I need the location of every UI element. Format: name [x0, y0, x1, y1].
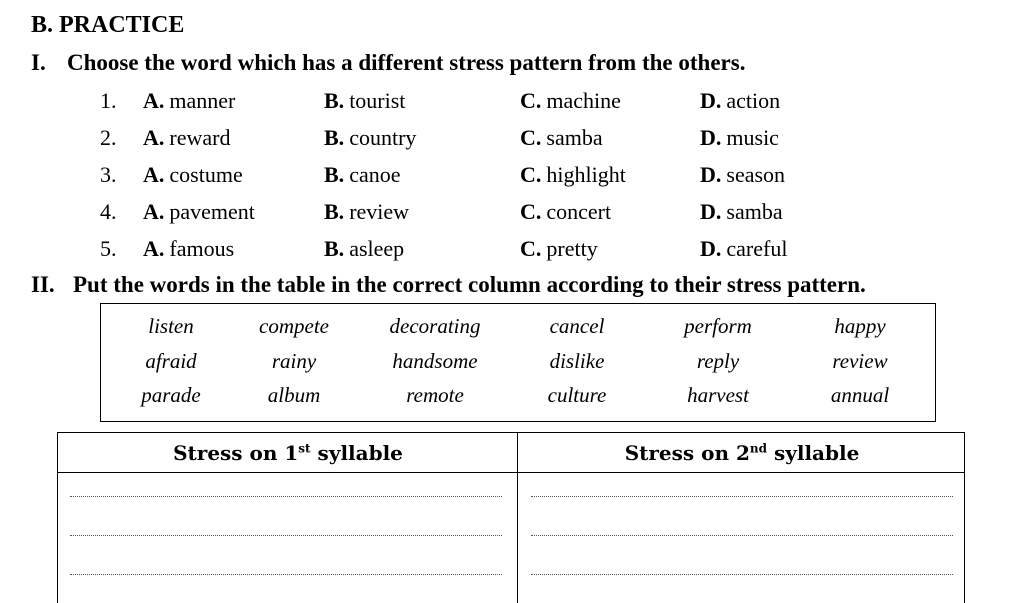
option-word: music [726, 125, 779, 150]
option-letter: C. [520, 88, 542, 113]
option-word: pavement [169, 199, 255, 224]
word-box-item: dislike [549, 349, 605, 373]
word-box-item: reply [696, 349, 740, 373]
option-b[interactable] [324, 125, 416, 151]
word-box-item: listen [148, 314, 194, 338]
option-word: concert [546, 199, 612, 224]
option-a[interactable] [143, 88, 235, 114]
word-box-item: handsome [392, 349, 478, 373]
option-b[interactable] [324, 199, 409, 225]
word-box-item: rainy [271, 349, 317, 373]
option-c[interactable] [520, 125, 603, 151]
option-c[interactable] [520, 88, 621, 114]
question-number: 4. [100, 199, 117, 224]
option-a[interactable] [143, 125, 230, 151]
word-box-item: compete [259, 314, 329, 338]
option-a[interactable] [143, 236, 234, 262]
word-box-item: review [832, 349, 888, 373]
option-word: canoe [349, 162, 401, 187]
option-letter: A. [143, 88, 165, 113]
question-number: 5. [100, 236, 117, 261]
answer-line-col1[interactable] [70, 496, 502, 497]
word-box-item: perform [684, 314, 752, 338]
option-letter: A. [143, 236, 165, 261]
column-divider [517, 433, 518, 603]
option-b[interactable] [324, 88, 405, 114]
option-b[interactable] [324, 236, 404, 262]
word-box-item: cancel [549, 314, 605, 338]
option-d[interactable] [700, 88, 780, 114]
option-d[interactable] [700, 236, 787, 262]
word-box-item: annual [830, 383, 890, 407]
page-title: B. PRACTICE [31, 12, 185, 38]
option-word: samba [726, 199, 783, 224]
option-word: samba [546, 125, 603, 150]
word-box-item: happy [834, 314, 886, 338]
option-letter: C. [520, 125, 542, 150]
answer-line-col2[interactable] [531, 574, 953, 575]
option-word: pretty [546, 236, 598, 261]
option-letter: A. [143, 125, 165, 150]
option-word: tourist [349, 88, 406, 113]
option-c[interactable] [520, 199, 611, 225]
option-d[interactable] [700, 162, 785, 188]
question-number: 3. [100, 162, 117, 187]
option-a[interactable] [143, 162, 243, 188]
option-letter: B. [324, 125, 345, 150]
word-box [100, 303, 936, 422]
answer-table [57, 432, 965, 603]
word-box-item: harvest [687, 383, 749, 407]
option-letter: C. [520, 162, 542, 187]
option-word: asleep [349, 236, 405, 261]
option-letter: C. [520, 199, 542, 224]
column-header-second-syllable: Stress on 2nd syllable [624, 441, 860, 465]
option-letter: A. [143, 162, 165, 187]
section-2-instruction: Put the words in the table in the correct column according to their stress pattern. [73, 272, 866, 297]
word-box-item: remote [406, 383, 464, 407]
section-1-instruction: Choose the word which has a different stress pattern from the others. [67, 50, 746, 75]
option-c[interactable] [520, 162, 626, 188]
option-letter: D. [700, 199, 722, 224]
option-letter: D. [700, 125, 722, 150]
option-word: machine [546, 88, 621, 113]
option-word: season [726, 162, 786, 187]
option-word: reward [169, 125, 231, 150]
option-letter: B. [324, 199, 345, 224]
word-box-item: decorating [389, 314, 481, 338]
answer-line-col1[interactable] [70, 535, 502, 536]
option-letter: B. [324, 236, 345, 261]
option-word: review [349, 199, 410, 224]
option-word: highlight [546, 162, 626, 187]
word-box-item: album [267, 383, 321, 407]
section-1-number: I. [31, 50, 46, 75]
option-word: costume [169, 162, 243, 187]
word-box-item: culture [547, 383, 607, 407]
answer-line-col1[interactable] [70, 574, 502, 575]
option-letter: A. [143, 199, 165, 224]
header-divider [58, 472, 964, 473]
word-box-item: afraid [145, 349, 197, 373]
column-header-first-syllable: Stress on 1st syllable [173, 441, 403, 465]
word-box-item: parade [141, 383, 201, 407]
section-2-number: II. [31, 272, 55, 297]
option-a[interactable] [143, 199, 255, 225]
section-2-heading [31, 272, 866, 298]
option-word: country [349, 125, 417, 150]
option-word: action [726, 88, 781, 113]
answer-line-col2[interactable] [531, 496, 953, 497]
question-number: 2. [100, 125, 117, 150]
option-d[interactable] [700, 125, 779, 151]
question-number: 1. [100, 88, 117, 113]
option-letter: B. [324, 88, 345, 113]
answer-line-col2[interactable] [531, 535, 953, 536]
option-d[interactable] [700, 199, 783, 225]
option-letter: B. [324, 162, 345, 187]
section-1-heading [31, 50, 745, 76]
option-c[interactable] [520, 236, 598, 262]
option-letter: C. [520, 236, 542, 261]
option-word: careful [726, 236, 788, 261]
option-word: famous [169, 236, 235, 261]
option-letter: D. [700, 162, 722, 187]
option-letter: D. [700, 88, 722, 113]
option-letter: D. [700, 236, 722, 261]
option-word: manner [169, 88, 236, 113]
option-b[interactable] [324, 162, 400, 188]
